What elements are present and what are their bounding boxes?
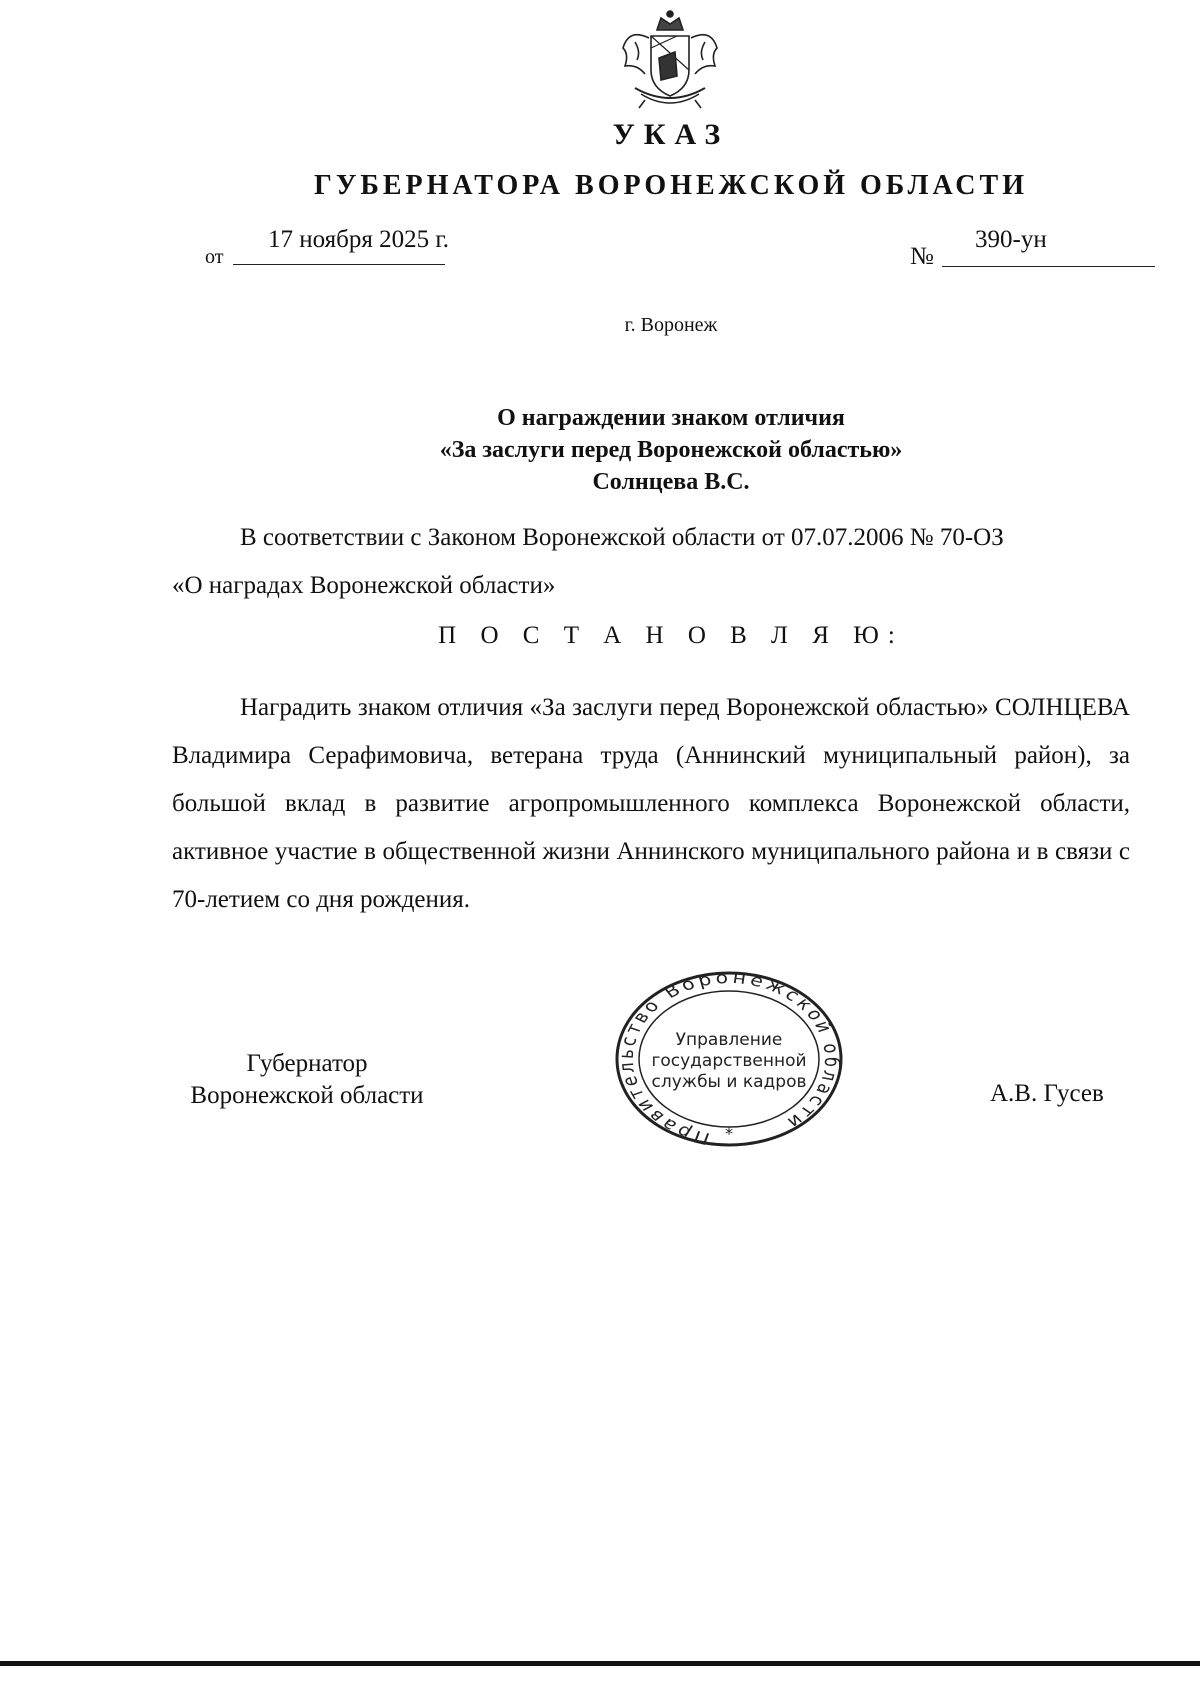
subject-heading <box>0 402 1200 498</box>
date-prefix: от <box>205 246 224 268</box>
official-stamp <box>612 968 846 1150</box>
stamp-inner-line-2: государственной <box>651 1051 807 1071</box>
document-number: 390-ун <box>975 226 1047 253</box>
basis-line-1: В соответствии с Законом Воронежской области от 07.07.2006 № 70-ОЗ <box>240 524 1004 551</box>
position-line-2: Воронежской области <box>190 1082 424 1109</box>
signatory-name: А.В. Гусев <box>990 1080 1104 1107</box>
signatory-position <box>172 1048 442 1112</box>
decree-word: П О С Т А Н О В Л Я Ю: <box>438 622 904 649</box>
document-date: 17 ноября 2025 г. <box>268 226 450 253</box>
stamp-star: * <box>725 1124 733 1143</box>
stamp-outer-text: Правительство Воронежской области <box>614 968 844 1148</box>
number-underline <box>942 266 1155 267</box>
city: г. Воронеж <box>624 314 718 336</box>
issuer-title: ГУБЕРНАТОРА ВОРОНЕЖСКОЙ ОБЛАСТИ <box>314 170 1028 201</box>
coat-of-arms-icon <box>615 8 725 116</box>
subject-line-3: Солнцева В.С. <box>592 469 750 495</box>
subject-line-2: «За заслуги перед Воронежской областью» <box>439 437 903 463</box>
subject-line-1: О награждении знаком отличия <box>497 405 845 431</box>
document-type: УКАЗ <box>612 118 730 151</box>
date-underline <box>233 264 445 265</box>
position-line-1: Губернатор <box>246 1050 368 1077</box>
basis-line-2: «О наградах Воронежской области» <box>172 572 556 599</box>
bottom-rule <box>0 1661 1200 1666</box>
award-text: Наградить знаком отличия «За заслуги перед Воронежской областью» СОЛНЦЕВА Владимира Серафимовича, ветерана труда (Аннинский муниципальный район), за большой вклад в развитие агропромышленного комплекса Воронежской области, активное участие в общественной жизни Аннинского муниципального района и в связи с 70-летием со дня рождения. <box>172 694 1130 913</box>
award-paragraph <box>172 684 1130 924</box>
stamp-inner-line-1: Управление <box>675 1030 783 1050</box>
stamp-inner-line-3: службы и кадров <box>651 1072 807 1092</box>
number-prefix: № <box>910 243 934 270</box>
